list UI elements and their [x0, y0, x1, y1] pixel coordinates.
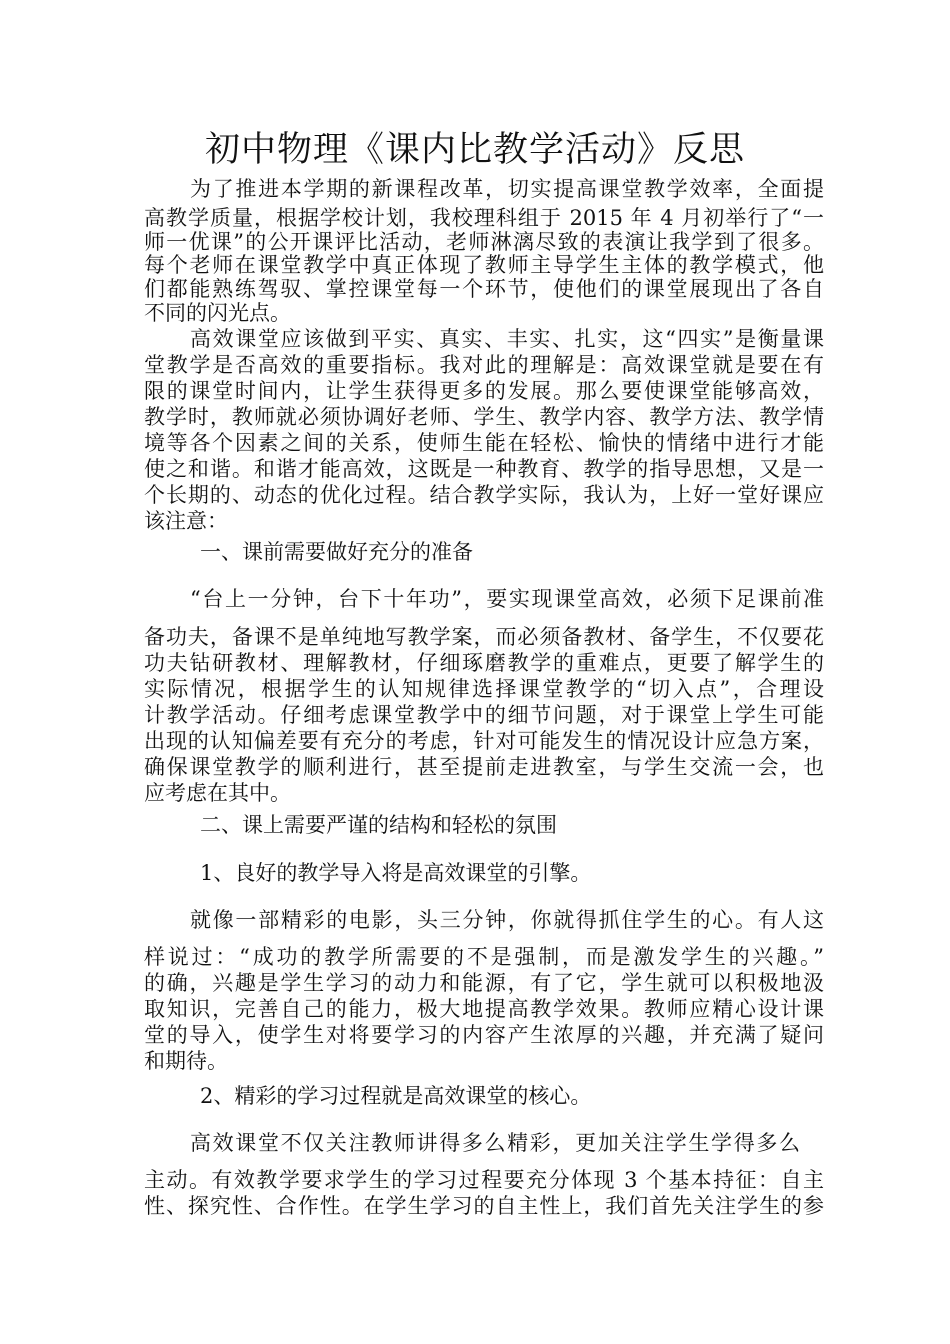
text-line: 限的课堂时间内，让学生获得更多的发展。那么要使课堂能够高效，: [144, 379, 824, 403]
text-line: 主动。有效教学要求学生的学习过程要充分体现 3 个基本持征：自主: [144, 1168, 824, 1192]
text-line: 和期待。: [144, 1049, 228, 1073]
text-line: 为了推进本学期的新课程改革，切实提高课堂教学效率，全面提: [190, 177, 824, 201]
text-line: 该注意：: [144, 509, 228, 533]
subsection-heading: 2、精彩的学习过程就是高效课堂的核心。: [200, 1084, 592, 1108]
section-heading: 一、课前需要做好充分的准备: [200, 540, 473, 564]
document-title: 初中物理《课内比教学活动》反思: [204, 130, 745, 170]
text-line: “台上一分钟，台下十年功”，要实现课堂高效，必须下足课前准: [190, 587, 824, 611]
text-line: 应考虑在其中。: [144, 781, 291, 805]
text-line: 功夫钻研教材、理解教材，仔细琢磨教学的重难点，更要了解学生的: [144, 651, 824, 675]
text-line: 教学时，教师就必须协调好老师、学生、教学内容、教学方法、教学情: [144, 405, 824, 429]
text-line: 个长期的、动态的优化过程。结合教学实际，我认为，上好一堂好课应: [144, 483, 824, 507]
text-line: 高效课堂不仅关注教师讲得多么精彩，更加关注学生学得多么: [190, 1131, 800, 1155]
text-line: 样说过：“成功的教学所需要的不是强制，而是激发学生的兴趣。”: [144, 945, 824, 969]
text-line: 备功夫，备课不是单纯地写教学案，而必须备教材、备学生，不仅要花: [144, 625, 824, 649]
text-line: 不同的闪光点。: [144, 301, 291, 325]
text-line: 计教学活动。仔细考虑课堂教学中的细节问题，对于课堂上学生可能: [144, 703, 824, 727]
section-heading: 二、课上需要严谨的结构和轻松的氛围: [200, 813, 557, 837]
text-line: 堂的导入，使学生对将要学习的内容产生浓厚的兴趣，并充满了疑问: [144, 1023, 824, 1047]
text-line: 取知识，完善自己的能力，极大地提高教学效果。教师应精心设计课: [144, 997, 824, 1021]
text-line: 实际情况，根据学生的认知规律选择课堂教学的“切入点”，合理设: [144, 677, 824, 701]
text-line: 堂教学是否高效的重要指标。我对此的理解是：高效课堂就是要在有: [144, 353, 824, 377]
text-line: 使之和谐。和谐才能高效，这既是一种教育、教学的指导思想，又是一: [144, 457, 824, 481]
text-line: 的确，兴趣是学生学习的动力和能源，有了它，学生就可以积极地汲: [144, 971, 824, 995]
subsection-heading: 1、良好的教学导入将是高效课堂的引擎。: [200, 861, 592, 885]
text-line: 确保课堂教学的顺利进行，甚至提前走进教室，与学生交流一会，也: [144, 755, 824, 779]
text-line: 们都能熟练驾驭、掌控课堂每一个环节，使他们的课堂展现出了各自: [144, 277, 824, 301]
text-line: 师一优课”的公开课评比活动，老师淋漓尽致的表演让我学到了很多。: [144, 230, 824, 254]
text-line: 境等各个因素之间的关系，使师生能在轻松、愉快的情绪中进行才能: [144, 431, 824, 455]
text-line: 性、探究性、合作性。在学生学习的自主性上，我们首先关注学生的参: [144, 1194, 824, 1218]
text-line: 出现的认知偏差要有充分的考虑，针对可能发生的情况设计应急方案，: [144, 729, 824, 753]
text-line: 每个老师在课堂教学中真正体现了教师主导学生主体的教学模式，他: [144, 253, 824, 277]
text-line: 高教学质量，根据学校计划，我校理科组于 2015 年 4 月初举行了“一: [144, 206, 824, 230]
text-line: 高效课堂应该做到平实、真实、丰实、扎实，这“四实”是衡量课: [190, 327, 824, 351]
text-line: 就像一部精彩的电影，头三分钟，你就得抓住学生的心。有人这: [190, 908, 824, 932]
